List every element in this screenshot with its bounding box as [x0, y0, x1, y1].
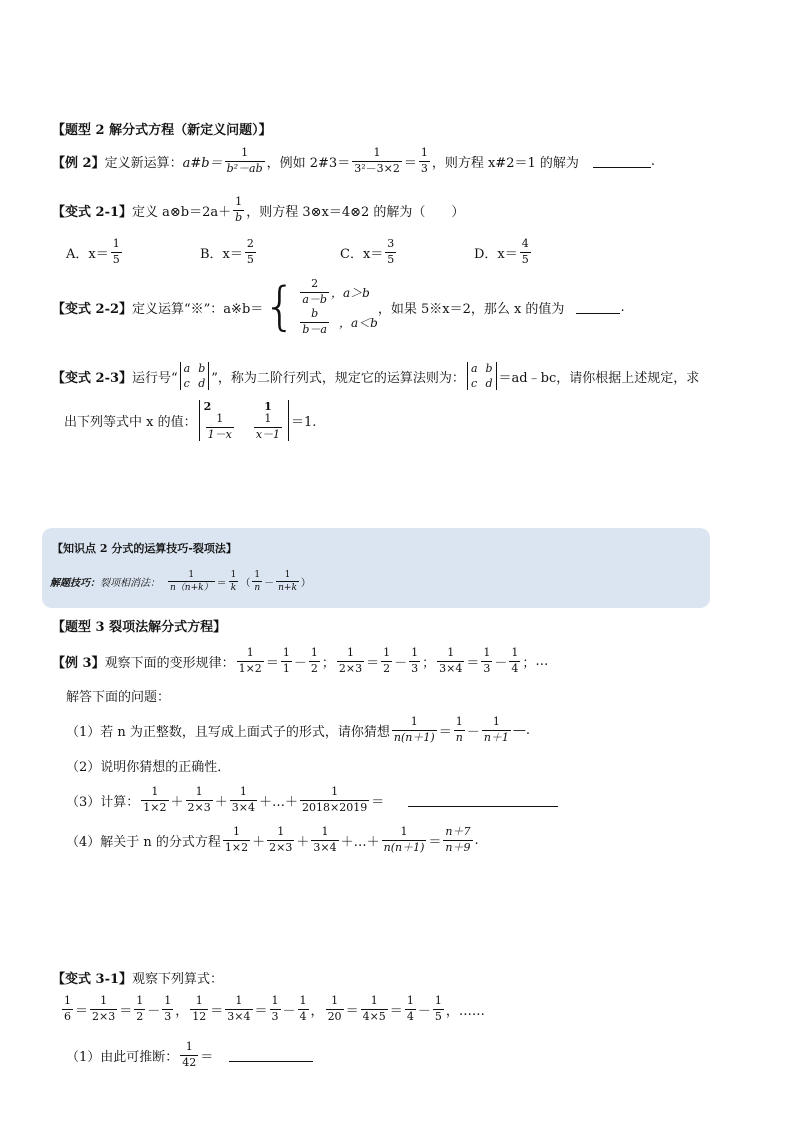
variant-2-3 [52, 362, 699, 390]
technique-label: 解题技巧： [50, 578, 100, 590]
answer-blank[interactable] [593, 155, 651, 168]
cell: 1 [264, 400, 272, 413]
fraction: $\frac{2}{5}$ [246, 237, 254, 266]
knowledge-box [42, 528, 710, 608]
fraction: $\frac{1}{1-x}$ [207, 412, 232, 441]
minus: － [264, 578, 275, 590]
fraction: $\frac{1}{\text{b²－ab}}$ [226, 146, 263, 175]
text: （1）由此可推断： [66, 1049, 179, 1065]
fraction: $\frac{1}{k}$ [230, 570, 237, 594]
text: 出下列等式中 x 的值： [64, 415, 197, 431]
variant-3-1 [52, 968, 223, 987]
brace: { [263, 277, 297, 338]
determinant: a b c d [467, 362, 497, 390]
condition: ，a＞b [330, 285, 370, 300]
text: 观察下列算式： [132, 972, 224, 987]
fraction: $\frac{4}{5}$ [521, 237, 529, 266]
fraction: $\frac{1}{5}$ [112, 237, 120, 266]
piecewise [298, 278, 377, 337]
pattern-item: $\frac{1}{1\times 2}$ ＝ $\frac{1}{1}$ － $\frac{1}{2}$ ； [238, 646, 335, 675]
option-d[interactable] [474, 238, 533, 266]
text: ，则方程 x#2＝1 的解为 [431, 155, 579, 171]
answer-blank[interactable] [408, 794, 558, 807]
variant-2-3-line2 [64, 400, 316, 441]
variant-label: 【变式 2-3】 [52, 370, 133, 386]
text: ，例如 2#3＝ [266, 155, 351, 171]
fraction: $\frac{1}{3}$ [420, 146, 428, 175]
example-label: 【例 2】 [52, 155, 105, 171]
equals: ＝ [200, 1049, 214, 1065]
text: 定义 a⊗b＝2a＋ [132, 204, 232, 220]
period: . [650, 153, 656, 169]
fraction: $\frac{1}{b}$ [235, 195, 243, 224]
paren: ） [300, 578, 311, 590]
period: . [620, 299, 625, 315]
equals: ＝ [216, 578, 227, 590]
dots: ＋…＋ [258, 794, 298, 810]
fraction: $\frac{b}{b-a}$ [302, 307, 327, 336]
variant-3-1-q1: （1）由此可推断： $\frac{1}{42}$ ＝ [66, 1041, 313, 1069]
pattern-item: $\frac{1}{3\times 4}$ ＝ $\frac{1}{3}$ － $\frac{1}{4}$ ； [439, 646, 536, 675]
equals: ＝ [403, 155, 417, 171]
variant-2-2 [52, 278, 625, 337]
answer-blank[interactable] [576, 301, 620, 314]
equation-item: $\frac{1}{12}$ ＝ $\frac{1}{3\times 4}$ ＝ $\frac{1}{3}$ － $\frac{1}{4}$ ， [192, 994, 324, 1023]
option-label: C．x＝ [340, 246, 384, 262]
fraction: $\frac{1}{x-1}$ [255, 412, 281, 441]
option-a[interactable] [66, 238, 124, 266]
determinant-equation [199, 400, 289, 441]
text: （4）解关于 n 的分式方程 [66, 834, 221, 850]
equals-one: ＝1. [291, 415, 317, 431]
def: a#b＝ [182, 155, 223, 171]
question-2: （2）说明你猜想的正确性． [66, 760, 231, 775]
question-1: （1）若 n 为正整数，且写成上面式子的形式，请你猜想 $\frac{1}{n(n+1)}$ ＝ $\frac{1}{n}$ － $\frac{1}{n+1}$ —. [66, 715, 531, 744]
variant-2-1 [52, 196, 464, 224]
ellipsis: … [535, 653, 549, 669]
ellipsis: ，…… [445, 1003, 485, 1019]
fraction: $\frac{3}{5}$ [387, 237, 395, 266]
equals: ＝ [371, 794, 385, 810]
fraction: $\frac{1}{n(n+k)}$ [170, 570, 213, 594]
variant-label: 【变式 3-1】 [52, 972, 133, 987]
option-c[interactable] [340, 238, 398, 266]
technique-text: 裂项相消法： [100, 578, 160, 590]
knowledge-title: 【知识点 2 分式的运算技巧-裂项法】 [52, 542, 237, 555]
dots: ＋…＋ [340, 834, 380, 850]
answer-blank[interactable] [229, 1049, 313, 1062]
example-3 [52, 647, 548, 675]
pattern-item: $\frac{1}{2\times 3}$ ＝ $\frac{1}{2}$ － $\frac{1}{3}$ ； [338, 646, 436, 675]
variant-3-1-equations [60, 995, 485, 1023]
question-3: （3）计算： $\frac{1}{1\times 2}$ ＋ $\frac{1}{2\times 3}$ ＋ $\frac{1}{3\times 4}$ ＋…＋ $\frac{1}{2018\times 2019}$ ＝ [66, 786, 558, 814]
paren: （ [240, 578, 251, 590]
question-4: （4）解关于 n 的分式方程 $\frac{1}{1\times 2}$ ＋ $\frac{1}{2\times 3}$ ＋ $\frac{1}{3\times 4}$ ＋…＋ $\frac{1}{n(n+1)}$ ＝ $\frac{n+7}{n+9}$ . [66, 825, 479, 854]
equation-item: $\frac{1}{6}$ ＝ $\frac{1}{2\times 3}$ ＝ $\frac{1}{2}$ － $\frac{1}{3}$ ， [64, 994, 189, 1023]
option-label: B．x＝ [200, 246, 243, 262]
fraction: $\frac{2}{a-b}$ [302, 277, 327, 306]
text: ，如果 5※x＝2，那么 x 的值为 [377, 301, 565, 317]
technique-line [50, 570, 311, 594]
text: ”，称为二阶行列式，规定它的运算法则为： [211, 370, 465, 386]
text: ＝ad﹣bc，请你根据上述规定，求 [498, 370, 700, 386]
example-label: 【例 3】 [52, 655, 105, 671]
equation-item: $\frac{1}{20}$ ＝ $\frac{1}{4\times 5}$ ＝ $\frac{1}{4}$ － $\frac{1}{5}$ [327, 994, 442, 1023]
fraction: $\frac{1}{\text{3²－3×2}}$ [354, 146, 400, 175]
option-label: A．x＝ [66, 246, 109, 262]
fraction: $\frac{1}{n+k}$ [278, 570, 297, 594]
text: 观察下面的变形规律： [104, 655, 235, 671]
variant-label: 【变式 2-1】 [52, 204, 133, 220]
section-heading-type2: 【题型 2 解分式方程（新定义问题）】 [52, 123, 272, 138]
text: 定义运算“※”：a※b＝ [132, 301, 264, 317]
option-label: D．x＝ [474, 246, 518, 262]
cell: 2 [203, 400, 212, 413]
section-heading-type3: 【题型 3 裂项法解分式方程】 [52, 620, 227, 635]
question-intro: 解答下面的问题： [66, 690, 171, 705]
variant-label: 【变式 2-2】 [52, 301, 133, 317]
determinant: a b c d [180, 362, 210, 390]
text: ，则方程 3⊗x＝4⊗2 的解为（ ） [246, 204, 465, 220]
text: 定义新运算： [104, 155, 183, 171]
text: （3）计算： [66, 794, 140, 810]
fraction: $\frac{1}{n}$ [254, 570, 261, 594]
example-2 [52, 147, 655, 175]
text: 运行号“ [132, 370, 178, 386]
option-b[interactable] [200, 238, 258, 266]
text: （1）若 n 为正整数，且写成上面式子的形式，请你猜想 [66, 724, 390, 740]
condition: ，a＜b [338, 315, 378, 330]
